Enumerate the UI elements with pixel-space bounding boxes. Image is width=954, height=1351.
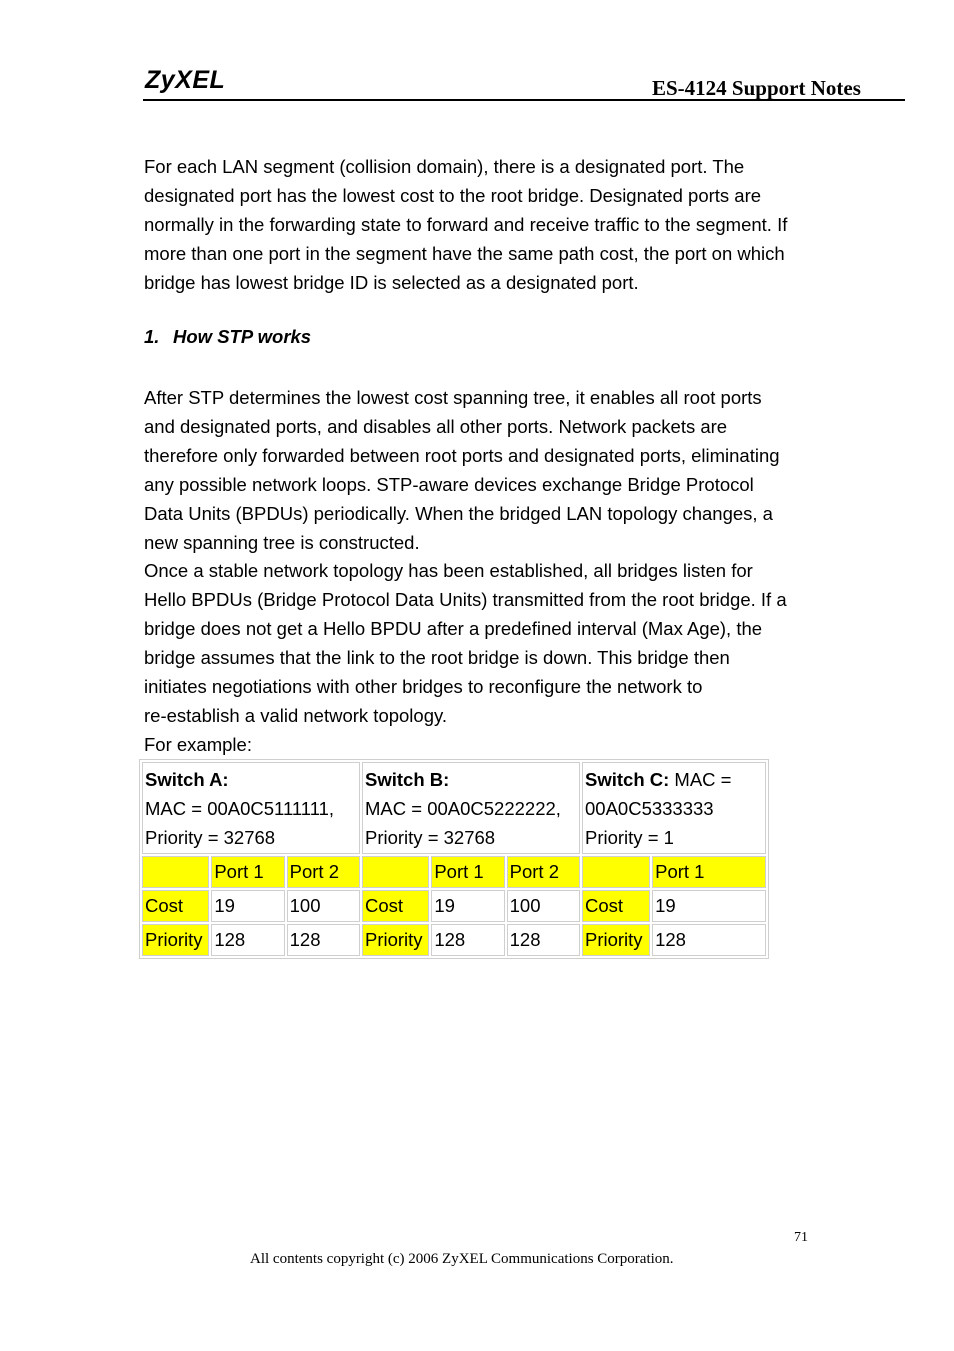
table-cell: Cost [362,890,429,922]
switch-name: Switch B: [365,769,450,790]
table-cell: Cost [582,890,650,922]
text-line: therefore only forwarded between root ports and designated ports, eliminating [144,444,780,466]
text-line: bridge does not get a Hello BPDU after a predefined interval (Max Age), the [144,618,763,640]
port-row [142,856,766,888]
table-cell: Port 2 [507,856,580,888]
table-cell: Cost [142,890,209,922]
table-cell: Priority [362,924,429,956]
text-line: more than one port in the segment have the same path cost, the port on which [144,242,785,264]
switch-mac: MAC = 00A0C5111111, [145,798,335,819]
text-line: re-establish a valid network topology. [144,704,448,726]
table-cell: 19 [652,890,766,922]
table-cell [362,856,429,888]
text-line: bridge assumes that the link to the root bridge is down. This bridge then [144,647,730,669]
switch-name: Switch C: [585,769,670,790]
switch-mac: MAC = 00A0C5222222, [365,798,561,819]
page-number: 71 [794,1230,808,1245]
section-heading [144,326,311,348]
table-cell: Port 1 [211,856,284,888]
text-line: Hello BPDUs (Bridge Protocol Data Units) transmitted from the root bridge. If a [144,589,787,611]
zyxel-logo: ZyXEL [145,66,226,94]
switch-name: Switch A: [145,769,229,790]
table-cell: 100 [507,890,580,922]
header-rule [143,99,905,101]
table-cell: 19 [431,890,504,922]
text-line: Once a stable network topology has been established, all bridges listen for [144,560,753,582]
table-cell: 19 [211,890,284,922]
table-cell [582,856,650,888]
text-line: new spanning tree is constructed. [144,531,420,553]
paragraph-designated-port [144,153,824,298]
text-line: normally in the forwarding state to forward and receive traffic to the segment. If [144,213,788,235]
cost-row [142,890,766,922]
stp-example-table [139,759,769,959]
switch-header-row [142,762,766,854]
table-cell: Priority [142,924,209,956]
table-cell: 128 [211,924,284,956]
table-cell: Port 1 [652,856,766,888]
table-cell [142,856,209,888]
switch-priority: Priority = 32768 [145,827,276,848]
text-line: bridge has lowest bridge ID is selected as a designated port. [144,271,639,293]
priority-row [142,924,766,956]
switch-mac: 00A0C5333333 [585,798,714,819]
switch-c-cell [582,762,766,854]
table-cell: 128 [652,924,766,956]
text-line: For example: [144,733,252,755]
text-line: and designated ports, and disables all other ports. Network packets are [144,415,728,437]
text-line: After STP determines the lowest cost spanning tree, it enables all root ports [144,387,762,408]
text-line: any possible network loops. STP-aware devices exchange Bridge Protocol [144,473,754,495]
table-cell: Port 2 [287,856,360,888]
text-line: initiates negotiations with other bridges to reconfigure the network to [144,676,703,698]
switch-b-cell [362,762,580,854]
table-cell: 128 [431,924,504,956]
switch-line1: MAC = [669,769,732,790]
table-cell: Port 1 [431,856,504,888]
section-title: How STP works [173,326,312,347]
section-number: 1. [144,326,160,347]
table-cell: Priority [582,924,650,956]
table-cell: 128 [507,924,580,956]
paragraph-how-stp-works [144,384,824,760]
table-cell: 100 [287,890,360,922]
copyright-notice: All contents copyright (c) 2006 ZyXEL Communications Corporation. [250,1251,674,1267]
text-line: For each LAN segment (collision domain), there is a designated port. The [144,156,745,177]
switch-priority: Priority = 1 [585,827,674,848]
text-line: Data Units (BPDUs) periodically. When the bridged LAN topology changes, a [144,502,773,524]
text-line: designated port has the lowest cost to the root bridge. Designated ports are [144,184,762,206]
document-title: ES-4124 Support Notes [652,76,861,100]
table-cell: 128 [287,924,360,956]
switch-priority: Priority = 32768 [365,827,496,848]
switch-a-cell [142,762,360,854]
